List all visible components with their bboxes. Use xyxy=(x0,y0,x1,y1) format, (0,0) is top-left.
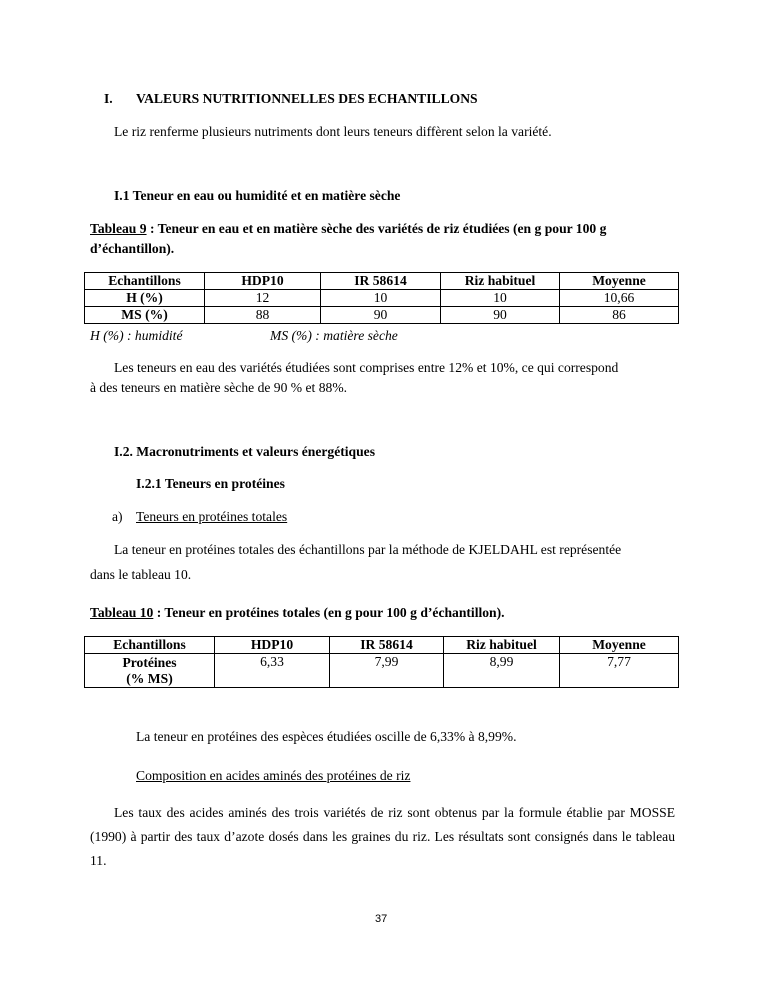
table10-header-cell: Echantillons xyxy=(85,637,215,654)
table10-caption xyxy=(90,605,505,621)
table9-caption xyxy=(90,221,606,237)
list-marker-a: a) xyxy=(112,509,123,524)
paragraph-2-line2: dans le tableau 10. xyxy=(90,567,192,582)
page-number: 37 xyxy=(375,913,388,925)
subsection-heading-2-1: I.2.1 Teneurs en protéines xyxy=(136,476,285,491)
table10-row-label-line1: Protéines xyxy=(122,654,177,670)
table-9 xyxy=(84,272,679,324)
table-10 xyxy=(84,636,679,688)
table10-cell: 7,99 xyxy=(330,654,444,688)
intro-paragraph: Le riz renferme plusieurs nutriments dont leurs teneurs diffèrent selon la variété. xyxy=(114,124,552,139)
table9-header-cell: Riz habituel xyxy=(441,273,560,290)
table9-cell: 90 xyxy=(441,307,560,324)
table10-header-cell: HDP10 xyxy=(215,637,330,654)
table10-header-row xyxy=(85,637,679,654)
table10-caption-text: : Teneur en protéines totales (en g pour 100 g d’échantillon). xyxy=(153,605,505,620)
table9-row-label: MS (%) xyxy=(85,307,205,324)
table10-cell: 6,33 xyxy=(215,654,330,688)
table9-row-label: H (%) xyxy=(85,290,205,307)
table9-caption-text: : Teneur en eau et en matière sèche des variétés de riz étudiées (en g pour 100 g xyxy=(146,221,607,236)
table9-caption-line2: d’échantillon). xyxy=(90,241,175,256)
table9-legend-humidity: H (%) : humidité xyxy=(90,328,183,343)
table-row xyxy=(85,654,679,688)
section-title: VALEURS NUTRITIONNELLES DES ECHANTILLONS xyxy=(136,91,478,106)
paragraph-1-line1: Les teneurs en eau des variétés étudiées sont comprises entre 12% et 10%, ce qui correspond xyxy=(114,360,619,375)
table-row xyxy=(85,290,679,307)
table9-header-cell: IR 58614 xyxy=(321,273,441,290)
subsection-heading-1: I.1 Teneur en eau ou humidité et en matière sèche xyxy=(114,188,401,203)
list-item-a: Teneurs en protéines totales xyxy=(136,509,288,524)
table10-cell: 8,99 xyxy=(444,654,560,688)
table9-header-cell: Echantillons xyxy=(85,273,205,290)
table10-row-label-line2: (% MS) xyxy=(126,670,173,686)
paragraph-3: La teneur en protéines des espèces étudiées oscille de 6,33% à 8,99%. xyxy=(136,729,517,744)
table9-caption-label: Tableau 9 xyxy=(90,221,147,236)
table9-cell: 86 xyxy=(560,307,679,324)
table10-caption-label: Tableau 10 xyxy=(90,605,154,620)
table9-cell: 12 xyxy=(205,290,321,307)
section-number: I. xyxy=(104,91,113,106)
table9-header-cell: HDP10 xyxy=(205,273,321,290)
table10-row-label xyxy=(85,654,215,688)
table9-cell: 10 xyxy=(321,290,441,307)
paragraph-1-line2: à des teneurs en matière sèche de 90 % et 88%. xyxy=(90,380,348,395)
table10-header-cell: Riz habituel xyxy=(444,637,560,654)
table9-cell: 90 xyxy=(321,307,441,324)
table10-cell: 7,77 xyxy=(560,654,679,688)
subsection-heading-2: I.2. Macronutriments et valeurs énergétiques xyxy=(114,444,376,459)
table10-header-cell: IR 58614 xyxy=(330,637,444,654)
table9-cell: 88 xyxy=(205,307,321,324)
paragraph-4: Les taux des acides aminés des trois variétés de riz sont obtenus par la formule établie par MOSSE (1990) à partir des taux d’azote dosés dans les graines du riz. Les résultats sont consignés dans le tableau 11. xyxy=(90,805,675,868)
table9-header-cell: Moyenne xyxy=(560,273,679,290)
table10-header-cell: Moyenne xyxy=(560,637,679,654)
table9-cell: 10 xyxy=(441,290,560,307)
table9-cell: 10,66 xyxy=(560,290,679,307)
amino-acids-heading: Composition en acides aminés des protéines de riz xyxy=(136,768,411,783)
table9-header-row xyxy=(85,273,679,290)
table-row xyxy=(85,307,679,324)
table9-legend-dry-matter: MS (%) : matière sèche xyxy=(270,328,398,343)
paragraph-2-line1: La teneur en protéines totales des échantillons par la méthode de KJELDAHL est représentée xyxy=(114,542,622,557)
